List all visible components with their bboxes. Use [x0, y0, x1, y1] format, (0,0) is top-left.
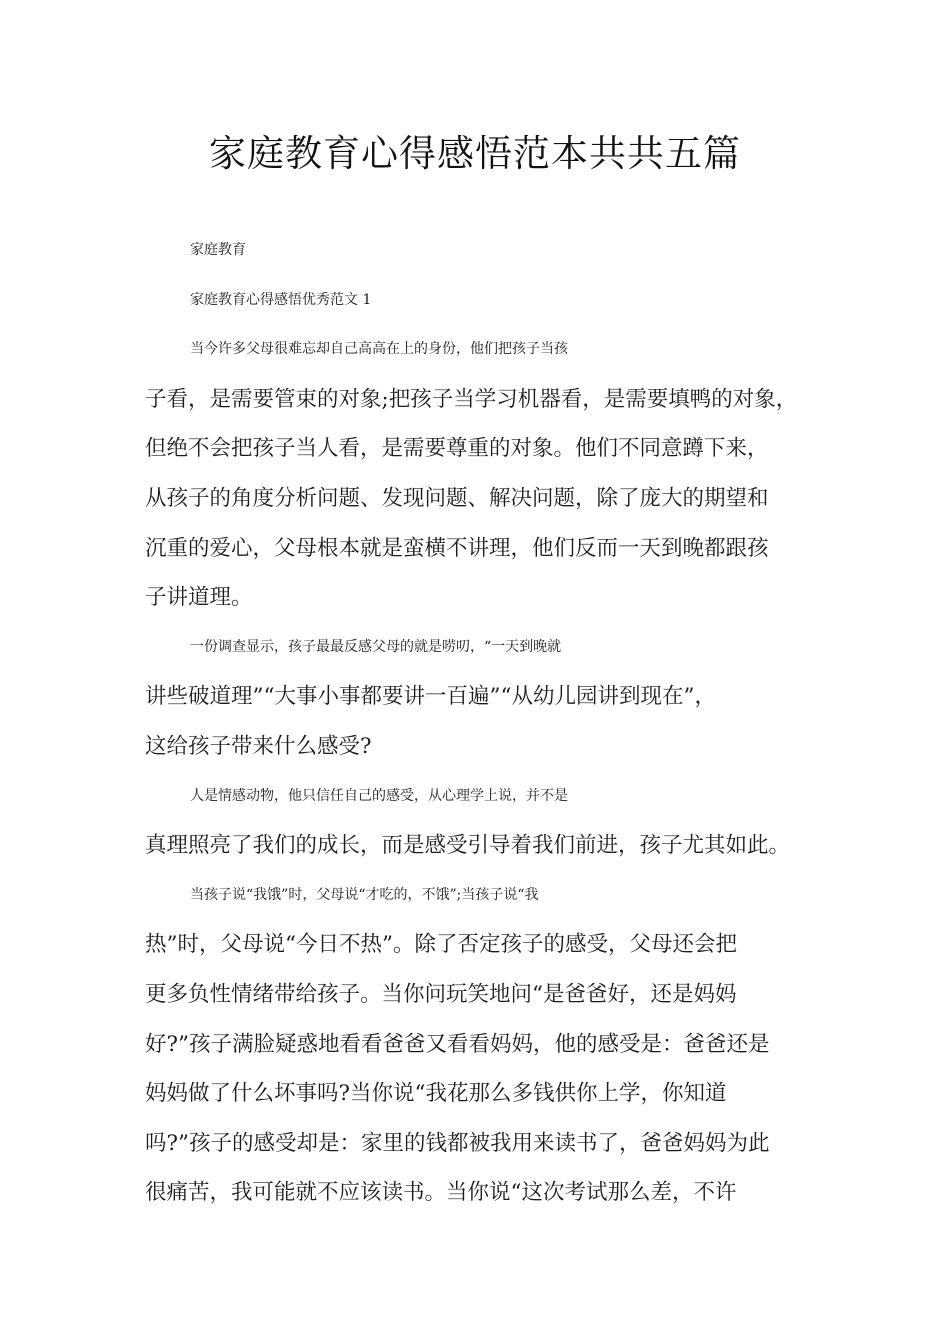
text-line: 当孩子说“我饿”时，父母说“才吃的，不饿”;当孩子说“我	[190, 886, 539, 903]
text-line: 热”时，父母说“今日不热”。除了否定孩子的感受，父母还会把	[145, 932, 737, 958]
text-line: 好?”孩子满脸疑惑地看看爸爸又看看妈妈，他的感受是：爸爸还是	[145, 1031, 770, 1057]
text-line: 更多负性情绪带给孩子。当你问玩笑地问“是爸爸好，还是妈妈	[145, 981, 737, 1007]
text-line: 沉重的爱心，父母根本就是蛮横不讲理，他们反而一天到晚都跟孩	[145, 535, 769, 561]
text-line: 这给孩子带来什么感受?	[145, 733, 372, 759]
document-title: 家庭教育心得感悟范本共共五篇	[209, 132, 741, 175]
text-line: 子讲道理。	[145, 585, 253, 611]
text-line: 一份调查显示，孩子最最反感父母的就是唠叨，“一天到晚就	[190, 638, 562, 655]
text-line: 家庭教育心得感悟优秀范文 1	[190, 291, 372, 308]
text-line: 很痛苦，我可能就不应该读书。当你说“这次考试那么差，不许	[145, 1180, 737, 1206]
text-line: 家庭教育	[190, 242, 246, 258]
text-line: 当今许多父母很难忘却自己高高在上的身份，他们把孩子当孩	[190, 341, 568, 358]
text-line: 从孩子的角度分析问题、发现问题、解决问题，除了庞大的期望和	[145, 485, 769, 511]
text-line: 但绝不会把孩子当人看，是需要尊重的对象。他们不同意蹲下来，	[145, 436, 769, 462]
text-line: 人是情感动物，他只信任自己的感受，从心理学上说，并不是	[190, 787, 568, 804]
text-line: 讲些破道理”“大事小事都要讲一百遍”“从幼儿园讲到现在”，	[145, 684, 716, 710]
document-body	[145, 226, 815, 1218]
text-line: 子看，是需要管束的对象;把孩子当学习机器看，是需要填鸭的对象，	[145, 386, 798, 412]
text-line: 吗?”孩子的感受却是：家里的钱都被我用来读书了，爸爸妈妈为此	[145, 1130, 770, 1156]
text-line: 真理照亮了我们的成长，而是感受引导着我们前进，孩子尤其如此。	[145, 833, 791, 859]
text-line: 妈妈做了什么坏事吗?当你说“我花那么多钱供你上学，你知道	[145, 1081, 727, 1107]
